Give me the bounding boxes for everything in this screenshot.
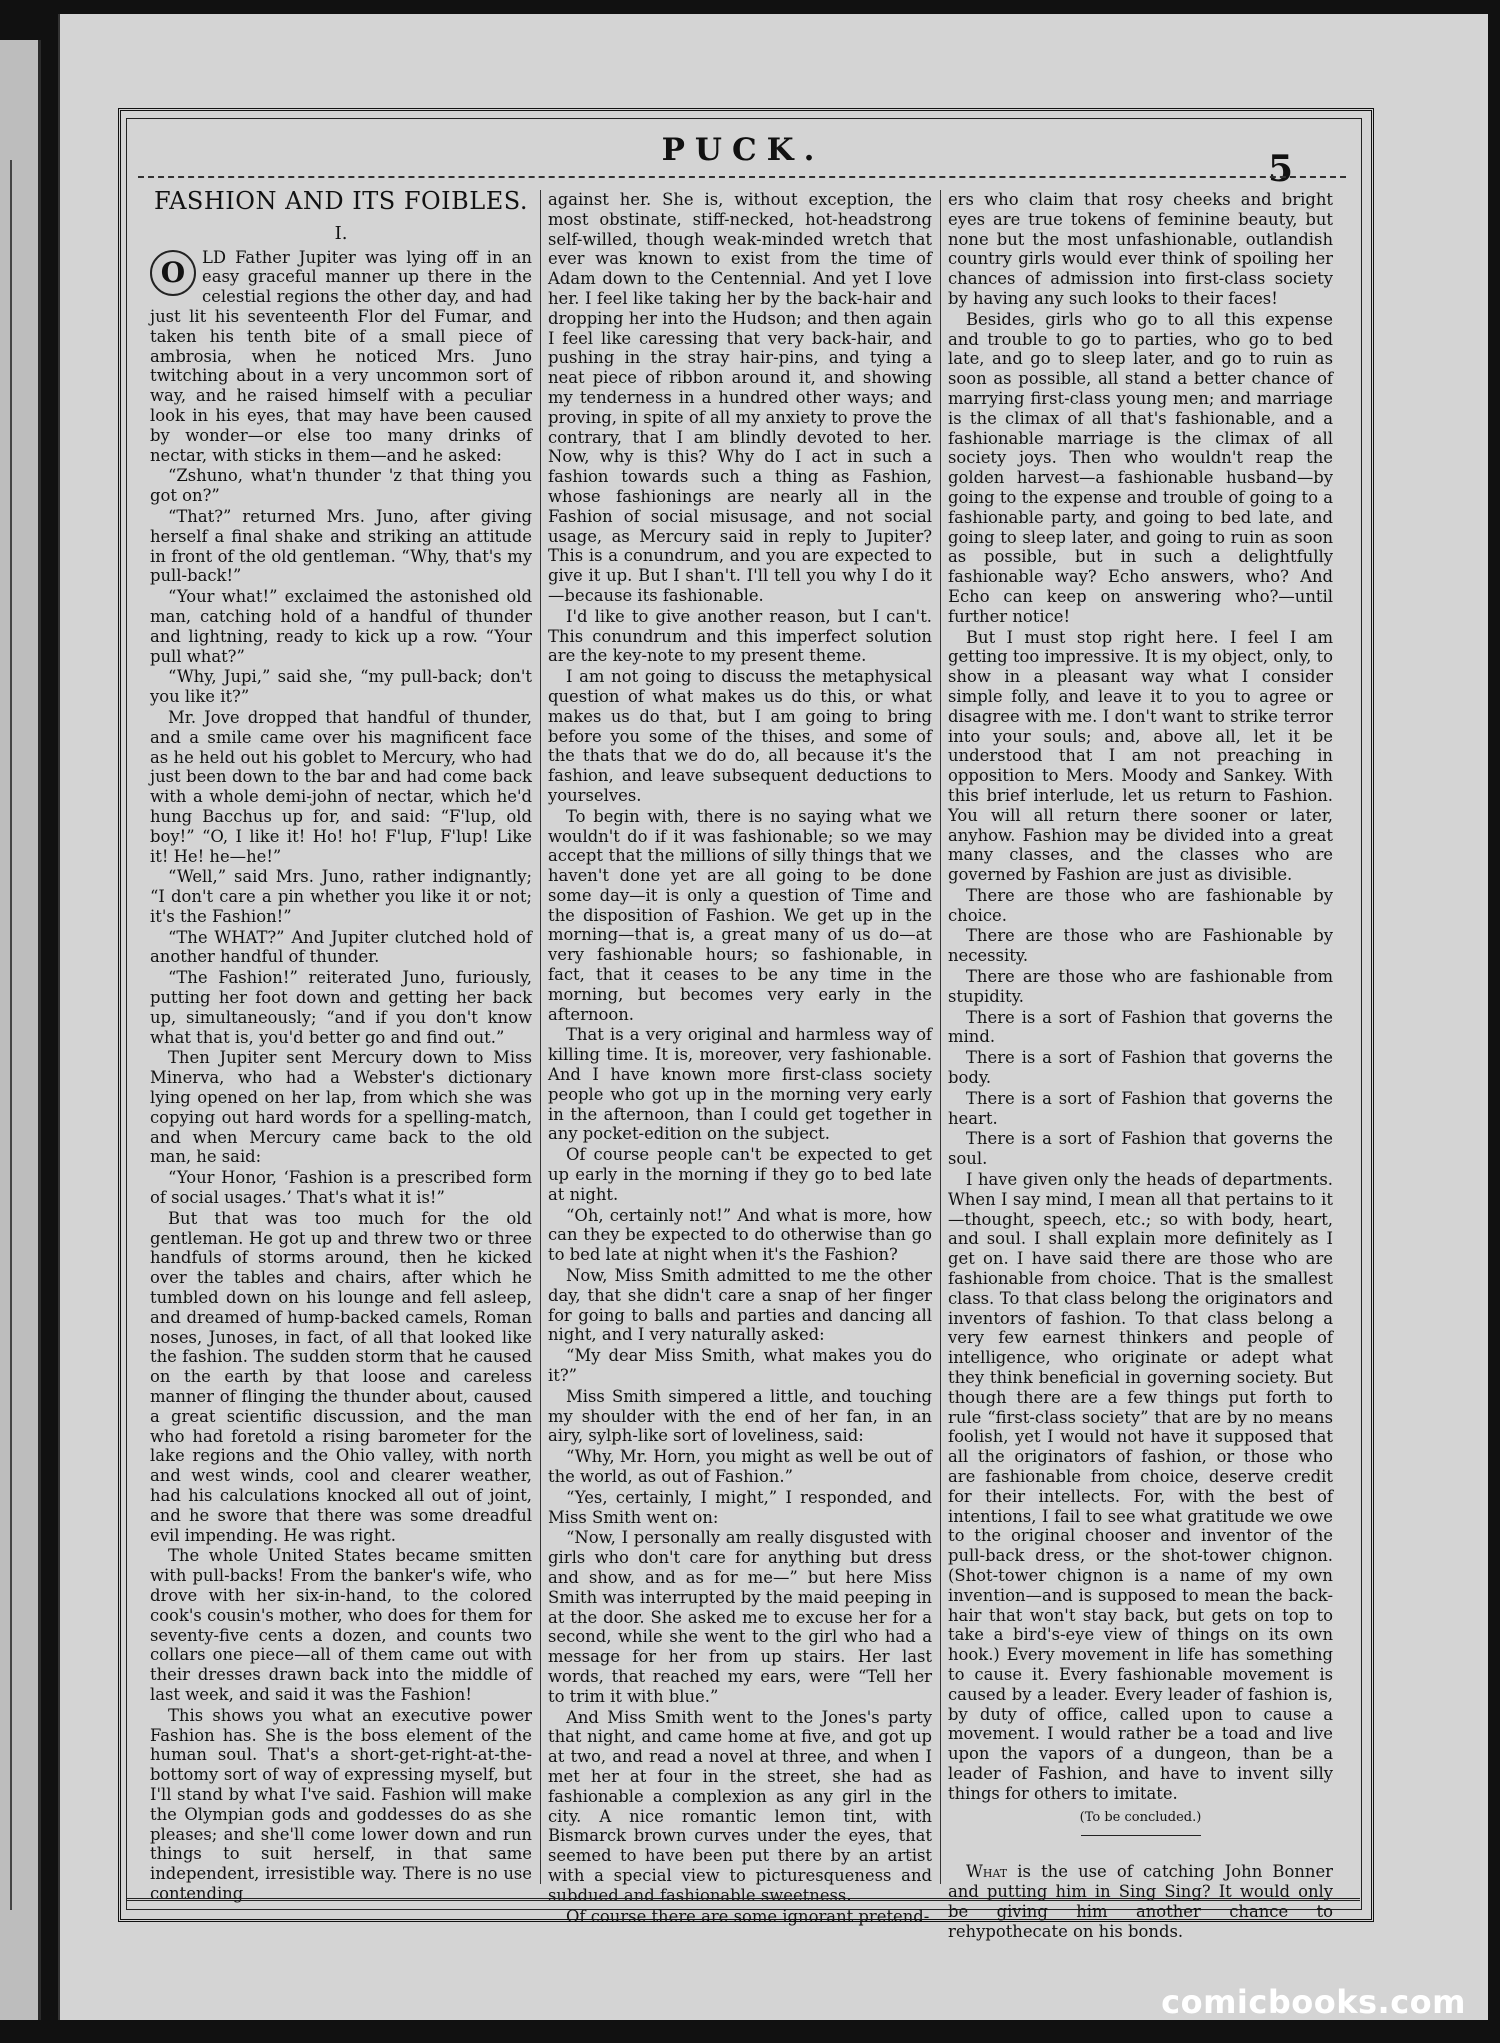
paragraph: And Miss Smith went to the Jones's party that night, and came home at five, and got up at two, and read a novel at three, and when I met her at four in the street, she had as fashionable a complexion as any girl in the city. A nice romantic lemon tint, with Bismarck brown curves under the eyes, that seemed to have been put there by an artist with a special view to picturesqueness and subdued and fashionable sweetness. [548,1707,932,1905]
paragraph: Besides, girls who go to all this expense and trouble to go to parties, who go to bed late, and go to sleep later, and go to ruin as soon as possible, all stand a better chance of marrying first-class young men; and marriage is the climax of all that's fashionable, and a fashionable marriage is the climax of all society joys. Then who wouldn't reap the golden harvest—a fashionable husband—by going to the expense and trouble of going to a fashionable party, and going to bed late, and going to sleep later, and going to ruin as soon as possible, but in such a delightfully fashionable way? Echo answers, who? And Echo can keep on answering who?—until further notice! [948,309,1333,626]
paragraph: “Well,” said Mrs. Juno, rather indignantly; “I don't care a pin whether you like it or not; it's the Fashion!” [150,867,532,926]
masthead-title: PUCK. [661,132,825,168]
article-end-rule [1081,1835,1201,1836]
site-watermark: comicbooks.com [1161,1983,1466,2021]
paragraph: Mr. Jove dropped that handful of thunder, and a smile came over his magnificent face as he held out his goblet to Mercury, who had just been down to the bar and had come back with a whole demi-john of nectar, which he'd hung Bacchus up for, and said: “F'lup, old boy!” “O, I like it! Ho! ho! F'lup, F'lup! Like it! He! he—he!” [150,707,532,866]
paragraph: There are those who are fashionable from stupidity. [948,967,1333,1006]
paragraph: This shows you what an executive power Fashion has. She is the boss element of the human soul. That's a short-get-right-at-the-bottomy sort of way of expressing myself, but I'll stand by what I've said. Fashion will make the Olympian gods and goddesses do as she pleases; and she'll come lower down and run things to suit herself, in that same independent, irresistible way. There is no use contending [150,1705,532,1903]
paragraph: Of course people can't be expected to get up early in the morning if they go to bed late at night. [548,1145,932,1204]
paragraph: Then Jupiter sent Mercury down to Miss Minerva, who had a Webster's dictionary lying opened on her lap, from which she was copying out hard words for a spelling-match, and when Mercury came back to the old man, he said: [150,1048,532,1167]
article-column-1 [150,187,532,1903]
paragraph: LD Father Jupiter was lying off in an easy graceful manner up there in the celestial regions the other day, and had just lit his seventeenth Flor del Fumar, and taken his tenth bite of a small piece of ambrosia, when he noticed Mrs. Juno twitching about in a very uncommon sort of way, and he raised himself with a peculiar look in his eyes, that may have been caused by wonder—or else too many drinks of nectar, with sticks in them—and he asked: [150,247,532,465]
paragraph: Of course there are some ignorant pretend- [566,1906,930,1926]
paragraph: ers who claim that rosy cheeks and bright eyes are true tokens of feminine beauty, but none but the most unfashionable, outlandish country girls would ever think of spoiling her chances of admission into first-class society by having any such looks to their faces! [948,190,1333,308]
paragraph: I am not going to discuss the metaphysical question of what makes us do this, or what makes us do that, but I am going to bring before you some of the thises, and some of the thats that we do do, all because it's the fashion, and leave subsequent deductions to yourselves. [548,667,932,805]
column-rule-1 [540,190,541,1884]
paragraph: “Your Honor, ‘Fashion is a prescribed form of social usages.’ That's what it is!” [150,1168,532,1208]
paragraph: “Your what!” exclaimed the astonished old man, catching hold of a handful of thunder and lightning, ready to kick up a row. “Your pull what?” [150,587,532,666]
section-number: I. [334,222,348,244]
paragraph: There is a sort of Fashion that governs the body. [948,1048,1333,1088]
paragraph: There is a sort of Fashion that governs the soul. [948,1129,1333,1169]
ornamental-initial-letter: O [150,250,196,296]
squib-lead-word: What [966,1862,1008,1882]
paragraph: “That?” returned Mrs. Juno, after giving herself a final shake and striking an attitude in front of the old gentleman. “Why, that's my pull-back!” [150,506,532,586]
squib-paragraph [948,1862,1333,1941]
paragraph: “Zshuno, what'n thunder 'z that thing you got on?” [150,466,532,506]
paragraph: There is a sort of Fashion that governs the heart. [948,1088,1333,1128]
paragraph: “My dear Miss Smith, what makes you do it?” [548,1346,932,1386]
squib-text: is the use of catching John Bonner and putting him in Sing Sing? It would only be giving him another chance to rehypothecate on his bonds. [948,1862,1333,1941]
paragraph: “The Fashion!” reiterated Juno, furiously, putting her foot down and getting her back up, simultaneously; “and if you don't know what that is, you'd better go and find out.” [150,968,532,1047]
page-number: 5 [1268,148,1294,190]
paragraph: To begin with, there is no saying what we wouldn't do if it was fashionable; so we may accept that the millions of silly things that we haven't done yet are all going to be done some day—it is only a question of Time and the disposition of Fashion. We get up in the morning—that is, a great many of us do—at very fashionable hours; so fashionable, in fact, that it ceases to be any time in the morning, but becomes very early in the afternoon. [548,806,932,1024]
paragraph: There are those who are Fashionable by necessity. [948,926,1333,966]
paragraph: against her. She is, without exception, the most obstinate, stiff-necked, hot-headstrong self-willed, though weak-minded wretch that ever was known to exist from the time of Adam down to the Centennial. And yet I love her. I feel like taking her by the back-hair and dropping her into the Hudson; and then again I feel like caressing that very back-hair, and pushing in the stray hair-pins, and tying a neat piece of ribbon around it, and showing my tenderness in a hundred other ways; and proving, in spite of all my anxiety to prove the contrary, that I am blindly devoted to her. Now, why is this? Why do I act in such a fashion towards such a thing as Fashion, whose fashionings are nearly all in the Fashion of social misusage, and not social usage, as Mercury said in reply to Jupiter? This is a conundrum, and you are expected to give it up. But I shan't. I'll tell you why I do it—because its fashionable. [548,190,932,605]
paragraph: “Yes, certainly, I might,” I responded, and Miss Smith went on: [548,1487,932,1527]
to-be-concluded-note: (To be concluded.) [1079,1809,1202,1825]
article-column-2 [548,190,932,1926]
paragraph: “Why, Mr. Horn, you might as well be out of the world, as out of Fashion.” [548,1447,932,1486]
paragraph: I have given only the heads of departments. When I say mind, I mean all that pertains to it—thought, speech, etc.; so with body, heart, and soul. I shall explain more definitely as I get on. I have said there are those who are fashionable from choice. That is the smallest class. To that class belong the originators and inventors of fashion. To that class belong a very few earnest thinkers and people of intelligence, who originate or adept what they think beneficial in governing society. But though there are a few things put forth to rule “first-class society” that are by no means foolish, yet I would not have it supposed that all the originators of fashion, or those who are fashionable from choice, deserve credit for their intellects. For, with the best of intentions, I fail to see what gratitude we owe to the original chooser and inventor of the pull-back dress, or the shot-tower chignon. (Shot-tower chignon is a name of my own invention—and is supposed to mean the back-hair that won't stay back, but gets on top to take a bird's-eye view of things on its own hook.) Every movement in life has something to cause it. Every fashionable movement is caused by a leader. Every leader of fashion is, by duty of office, called upon to cause a movement. I would rather be a toad and live upon the vapors of a dungeon, than be a leader of Fashion, and have to invent silly things for others to imitate. [948,1170,1333,1803]
paragraph: “Now, I personally am really disgusted with girls who don't care for anything but dress and show, and as for me—” but here Miss Smith was interrupted by the maid peeping in at the door. She asked me to excuse her for a second, while she went to the girl who had a message for her from up stairs. Her last words, that reached my ears, were “Tell her to trim it with blue.” [548,1528,932,1706]
paragraph: There is a sort of Fashion that governs the mind. [948,1007,1333,1047]
paragraph: But that was too much for the old gentleman. He got up and threw two or three handfuls of storms around, then he kicked over the tables and chairs, after which he tumbled down on his lounge and fell asleep, and dreamed of hump-backed camels, Roman noses, Junoses, in fact, of all that looked like the fashion. The sudden storm that he caused on the earth by that loose and careless manner of flinging the thunder about, caused a great scientific discussion, and the man who had foretold a rising barometer for the lake regions and the Ohio valley, with north and west winds, cool and clearer weather, had his calculations knocked all out of joint, and he swore that there was some dreadful evil impending. He was right. [150,1208,532,1545]
paragraph: Miss Smith simpered a little, and touching my shoulder with the end of her fan, in an airy, sylph-like sort of loveliness, said: [548,1386,932,1446]
adjacent-page-edge [0,40,41,2020]
paragraph: I'd like to give another reason, but I can't. This conundrum and this imperfect solution are the key-note to my present theme. [548,606,932,666]
header-rule [138,176,1346,178]
bottom-rule [126,1898,1360,1901]
paragraph: “Why, Jupi,” said she, “my pull-back; don't you like it?” [150,667,532,707]
paragraph: Now, Miss Smith admitted to me the other day, that she didn't care a snap of her finger for going to balls and parties and dancing all night, and I very naturally asked: [548,1266,932,1345]
paragraph: There are those who are fashionable by choice. [948,885,1333,925]
paragraph: The whole United States became smitten with pull-backs! From the banker's wife, who drove with her six-in-hand, to the colored cook's cousin's mother, who does for them for seventy-five cents a dozen, and counts two collars one piece—all of them came out with their dresses drawn back into the middle of last week, and said it was the Fashion! [150,1546,532,1704]
article-title: FASHION AND ITS FOIBLES. [154,187,528,215]
paragraph: “The WHAT?” And Jupiter clutched hold of another handful of thunder. [150,927,532,967]
paragraph: “Oh, certainly not!” And what is more, how can they be expected to do otherwise than go to bed late at night when it's the Fashion? [548,1205,932,1265]
article-column-3 [948,190,1333,1941]
column-rule-2 [940,190,941,1884]
paragraph: That is a very original and harmless way of killing time. It is, moreover, very fashionable. And I have known more first-class society people who got up in the morning very early in the afternoon, than I could get together in any pocket-edition on the subject. [548,1025,932,1144]
paragraph: But I must stop right here. I feel I am getting too impressive. It is my object, only, to show in a pleasant way what I consider simple folly, and leave it to you to agree or disagree with me. I don't want to strike terror into your souls; and, above all, let it be understood that I am not preaching in opposition to Mers. Moody and Sankey. With this brief interlude, let us return to Fashion. You will all return there sooner or later, anyhow. Fashion may be divided into a great many classes, and the classes who are governed by Fashion are just as divisible. [948,627,1333,885]
